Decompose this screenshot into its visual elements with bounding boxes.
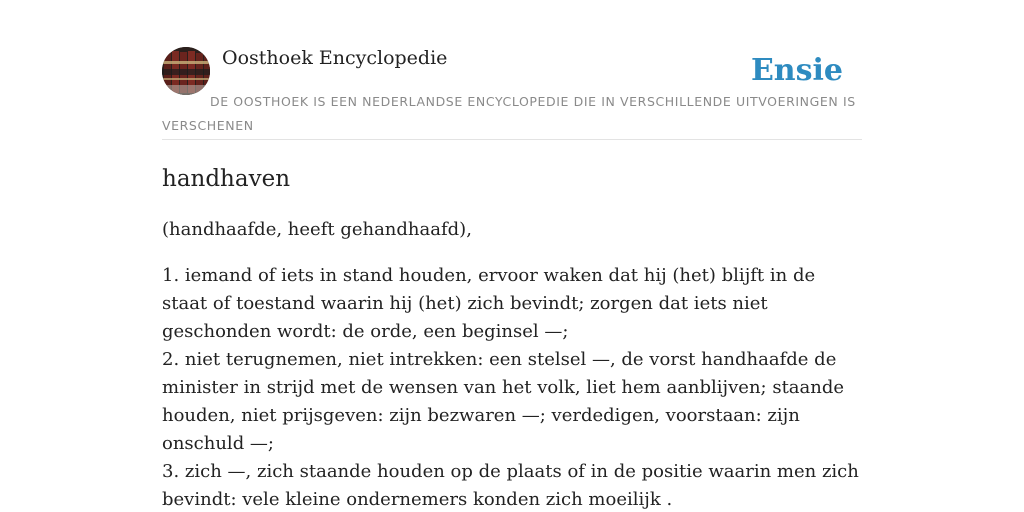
sense-2: 2. niet terugnemen, niet intrekken: een stelsel —, de vorst handhaafde de minister in strijd met de wensen van het volk, liet hem aanblijven; staande houden, niet prijsgeven: zijn bezwaren —; verdedigen, voorstaan: zijn onschuld —; xyxy=(162,349,845,454)
site-name[interactable]: Oosthoek Encyclopedie xyxy=(222,47,448,69)
site-avatar[interactable] xyxy=(162,47,210,95)
sense-1: 1. iemand of iets in stand houden, ervoor waken dat hij (het) blijft in de staat of toestand waarin hij (het) zich bevindt; zorgen dat iets niet geschonden wordt: de orde, een beginsel —; xyxy=(162,265,816,342)
site-header xyxy=(162,46,862,140)
encyclopedia-books-icon xyxy=(162,47,210,95)
entry-term: handhaven xyxy=(162,166,291,192)
entry-senses xyxy=(162,262,862,512)
entry-content xyxy=(162,162,862,512)
ensie-logo-link[interactable]: Ensie xyxy=(750,53,843,88)
site-tagline: DE OOSTHOEK IS EEN NEDERLANDSE ENCYCLOPEDIE DIE IN VERSCHILLENDE UITVOERINGEN IS VERSCHENEN xyxy=(162,94,856,133)
entry-grammar: (handhaafde, heeft gehandhaafd), xyxy=(162,219,472,240)
sense-3: 3. zich —, zich staande houden op de plaats of in de positie waarin men zich bevindt: vele kleine ondernemers konden zich moeilijk . xyxy=(162,461,859,510)
